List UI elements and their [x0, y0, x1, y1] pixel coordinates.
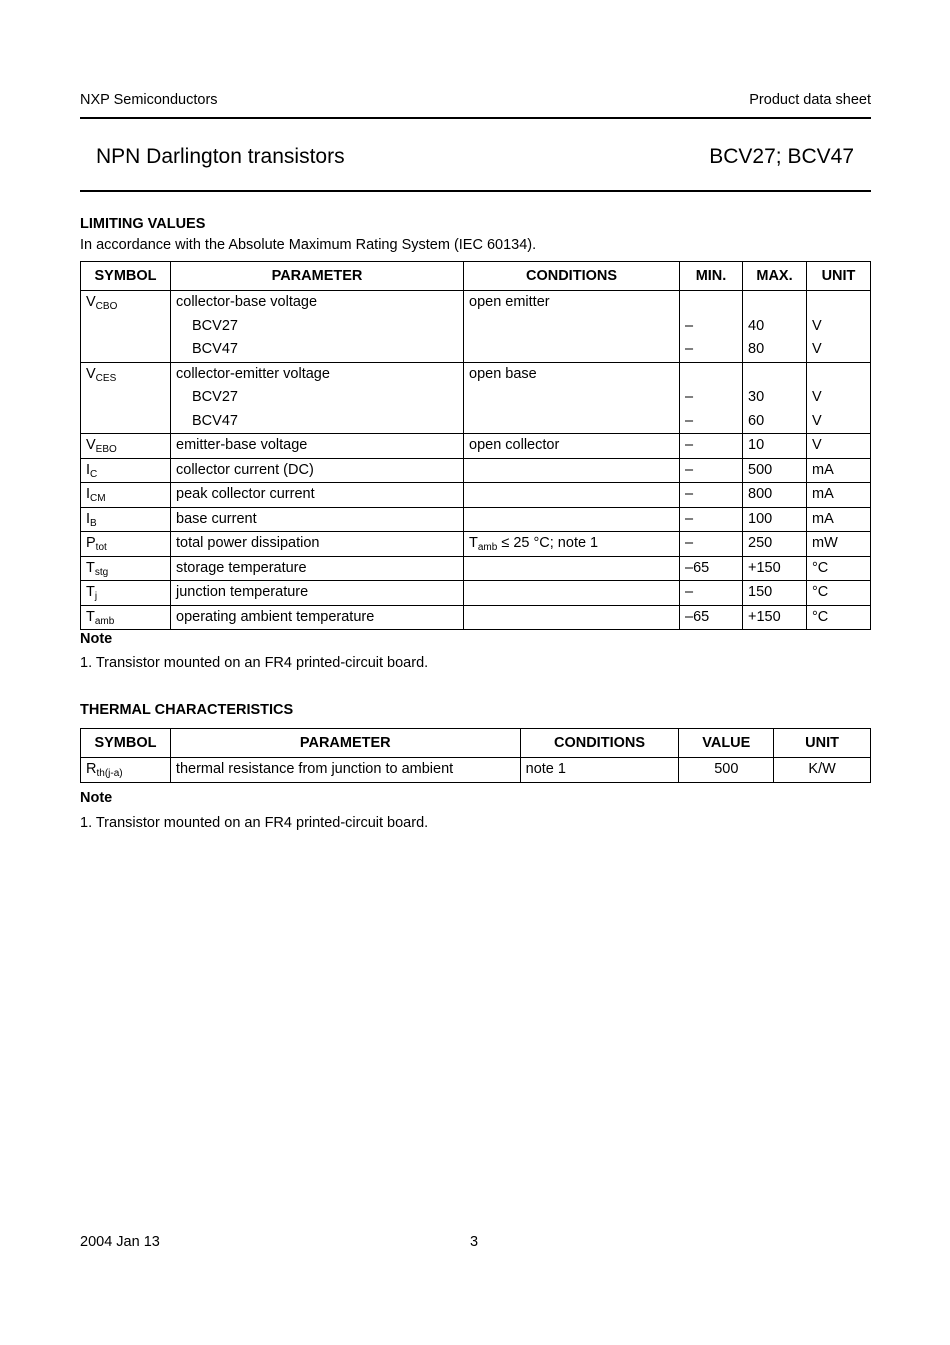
symbol-subscript: CM [90, 493, 106, 504]
min-cell [680, 532, 743, 557]
parameter-value: BCV47 [192, 412, 238, 429]
max-value: 500 [748, 461, 773, 478]
max-value: 40 [748, 317, 765, 334]
conditions-subscript: amb [477, 542, 498, 553]
symbol-main: I [86, 510, 91, 527]
max-cell [743, 556, 807, 581]
limiting-values-heading: LIMITING VALUES [80, 216, 206, 232]
max-value [748, 363, 801, 387]
conditions-value [469, 532, 674, 556]
document-title: NPN Darlington transistors [96, 145, 345, 168]
table-row [81, 758, 871, 783]
column-header-value: VALUE [679, 729, 774, 758]
parameter-value: collector-base voltage [176, 294, 318, 310]
unit-cell [807, 507, 871, 532]
parameter-value: junction temperature [176, 584, 309, 600]
parameter-cell [171, 291, 464, 363]
conditions-text: ≤ 25 °C; note 1 [497, 535, 599, 551]
conditions-cell [464, 458, 680, 483]
min-value: – [685, 437, 694, 453]
conditions-cell [464, 581, 680, 606]
parameter-cell [171, 581, 464, 606]
conditions-value: open base [469, 365, 537, 382]
symbol-subscript: tot [95, 542, 107, 553]
unit-value: V [812, 412, 822, 429]
symbol [86, 363, 165, 387]
limiting-note-heading: Note [80, 631, 113, 647]
max-cell [743, 605, 807, 630]
part-number: BCV27; BCV47 [709, 145, 854, 168]
symbol-cell [81, 532, 171, 557]
unit-cell [807, 362, 871, 434]
max-value [748, 291, 801, 315]
conditions-value [469, 386, 674, 410]
min-cell [680, 291, 743, 363]
max-cell [743, 532, 807, 557]
max-cell [743, 291, 807, 363]
max-value: +150 [748, 559, 781, 576]
unit-value: V [812, 389, 822, 405]
header-rule [80, 117, 871, 119]
table-row [81, 507, 871, 532]
column-header-conditions: CONDITIONS [464, 262, 680, 291]
cond-cell [520, 758, 679, 783]
parameter-value: emitter-base voltage [176, 437, 308, 453]
symbol-subscript: CES [95, 372, 117, 384]
unit-value: mW [812, 535, 838, 551]
conditions-value: open emitter [469, 294, 550, 310]
min-value: – [685, 412, 694, 429]
symbol-main: V [86, 365, 96, 382]
symbol-main: R [86, 761, 97, 777]
conditions-value [469, 581, 674, 605]
symbol [86, 532, 165, 556]
table-row [81, 362, 871, 434]
symbol-main: T [86, 559, 95, 576]
unit-cell [774, 758, 871, 783]
conditions-value [469, 557, 674, 581]
min-cell [680, 605, 743, 630]
symbol-cell [81, 458, 171, 483]
limiting-values-table [80, 261, 871, 630]
symbol-main: V [86, 294, 96, 310]
min-value: –65 [685, 608, 710, 625]
symbol [86, 508, 165, 532]
max-value: 800 [748, 486, 773, 502]
parameter-value: operating ambient temperature [176, 608, 375, 625]
symbol-cell [81, 434, 171, 459]
unit-cell [807, 605, 871, 630]
thermal-note: 1. Transistor mounted on an FR4 printed-circuit board. [80, 815, 429, 831]
symbol-cell [81, 362, 171, 434]
symbol-cell [81, 556, 171, 581]
unit-value: V [812, 317, 822, 334]
max-cell [743, 458, 807, 483]
min-value: – [685, 486, 694, 502]
column-header-unit: UNIT [774, 729, 871, 758]
max-value: 30 [748, 389, 765, 405]
conditions-cell [464, 434, 680, 459]
symbol [86, 557, 165, 581]
unit-value: K/W [808, 761, 836, 777]
unit-value: °C [812, 608, 829, 625]
conditions-cell [464, 556, 680, 581]
min-cell [680, 507, 743, 532]
max-value: 10 [748, 437, 765, 453]
parameter-cell [171, 605, 464, 630]
conditions-value [469, 315, 674, 339]
column-header-unit: UNIT [807, 262, 871, 291]
thermal-heading: THERMAL CHARACTERISTICS [80, 702, 294, 718]
unit-value: mA [812, 510, 834, 527]
parameter-value: peak collector current [176, 486, 315, 502]
conditions-cell [464, 483, 680, 508]
symbol-main: I [86, 461, 91, 478]
conditions-cell [464, 507, 680, 532]
symbol-subscript: B [90, 517, 97, 529]
symbol-subscript: j [94, 591, 98, 602]
symbol [86, 434, 165, 458]
unit-value: mA [812, 486, 834, 502]
min-cell [680, 556, 743, 581]
symbol-main: I [86, 486, 91, 502]
footer-date: 2004 Jan 13 [80, 1234, 160, 1250]
conditions-cell [464, 532, 680, 557]
max-value: +150 [748, 608, 781, 625]
table-row [81, 434, 871, 459]
limiting-note: 1. Transistor mounted on an FR4 printed-circuit board. [80, 655, 429, 671]
parameter-value: BCV27 [192, 317, 238, 334]
column-header-max: MAX. [743, 262, 807, 291]
limiting-values-intro: In accordance with the Absolute Maximum Rating System (IEC 60134). [80, 237, 537, 253]
symbol-main: P [86, 535, 96, 551]
conditions-value [469, 338, 674, 362]
table-row [81, 291, 871, 363]
param-cell [170, 758, 520, 783]
column-header-symbol: SYMBOL [81, 262, 171, 291]
unit-cell [807, 581, 871, 606]
symbol-main: V [86, 437, 96, 453]
symbol-subscript: stg [94, 566, 109, 578]
column-header-symbol: SYMBOL [81, 729, 171, 758]
unit-cell [807, 556, 871, 581]
max-cell [743, 581, 807, 606]
company-name: NXP Semiconductors [80, 92, 218, 108]
symbol-subscript: EBO [95, 444, 117, 455]
symbol-subscript: CBO [95, 301, 118, 312]
min-value [685, 291, 737, 315]
conditions-cell [464, 605, 680, 630]
symbol-cell [81, 581, 171, 606]
max-value: 80 [748, 341, 765, 357]
parameter-value: collector-emitter voltage [176, 365, 330, 382]
parameter-cell [171, 532, 464, 557]
min-cell [680, 581, 743, 606]
symbol-main: T [86, 584, 95, 600]
column-header-conditions: CONDITIONS [520, 729, 679, 758]
min-value: – [685, 317, 694, 334]
table-row [81, 483, 871, 508]
min-value: – [685, 341, 694, 357]
symbol-cell [81, 483, 171, 508]
min-value: – [685, 461, 694, 478]
symbol-cell [81, 291, 171, 363]
unit-value: V [812, 341, 822, 357]
table-row [81, 532, 871, 557]
parameter-value: BCV47 [192, 341, 238, 357]
value-value: 500 [714, 761, 739, 777]
symbol [86, 606, 165, 630]
parameter-value: storage temperature [176, 559, 307, 576]
min-value [685, 363, 737, 387]
max-cell [743, 507, 807, 532]
parameter-value: total power dissipation [176, 535, 320, 551]
max-value: 150 [748, 584, 773, 600]
max-value: 100 [748, 510, 773, 527]
unit-cell [807, 483, 871, 508]
conditions-cell [464, 362, 680, 434]
parameter-cell [171, 458, 464, 483]
max-cell [743, 362, 807, 434]
symbol-subscript: amb [94, 615, 115, 627]
parameter-value: collector current (DC) [176, 461, 314, 478]
conditions-value [469, 606, 674, 630]
min-value: – [685, 510, 694, 527]
table-row [81, 605, 871, 630]
parameter-cell [171, 556, 464, 581]
max-cell [743, 434, 807, 459]
symbol-cell [81, 758, 171, 783]
min-value: – [685, 584, 694, 600]
unit-cell [807, 291, 871, 363]
min-cell [680, 362, 743, 434]
symbol [86, 291, 165, 315]
symbol [86, 581, 165, 605]
conditions-value [469, 483, 674, 507]
parameter-cell [171, 362, 464, 434]
thermal-note-heading: Note [80, 790, 113, 806]
min-cell [680, 483, 743, 508]
column-header-min: MIN. [680, 262, 743, 291]
conditions-value [469, 410, 674, 434]
max-value: 60 [748, 412, 765, 429]
min-value: – [685, 535, 694, 551]
table-row [81, 556, 871, 581]
symbol-subscript: C [90, 468, 98, 480]
value-cell [679, 758, 774, 783]
unit-value: °C [812, 584, 829, 600]
parameter-value: BCV27 [192, 389, 238, 405]
min-cell [680, 434, 743, 459]
unit-cell [807, 458, 871, 483]
symbol-subscript: th(j-a) [96, 768, 123, 779]
title-rule [80, 190, 871, 192]
unit-cell [807, 434, 871, 459]
unit-value: °C [812, 559, 829, 576]
parameter-cell [171, 434, 464, 459]
column-header-parameter: PARAMETER [171, 262, 464, 291]
column-header-parameter: PARAMETER [170, 729, 520, 758]
conditions-value: open collector [469, 437, 560, 453]
page-number: 3 [470, 1234, 479, 1250]
symbol-cell [81, 605, 171, 630]
symbol-main: T [86, 608, 95, 625]
symbol-cell [81, 507, 171, 532]
unit-value: mA [812, 461, 834, 478]
unit-value: V [812, 437, 822, 453]
symbol [86, 483, 165, 507]
param-value: thermal resistance from junction to ambient [175, 761, 454, 777]
conditions-cell [464, 291, 680, 363]
unit-value [812, 363, 865, 387]
conditions-symbol: T [469, 535, 478, 551]
cond-value: note 1 [525, 761, 566, 777]
unit-value [812, 291, 865, 315]
document-type: Product data sheet [749, 92, 871, 108]
symbol [86, 758, 165, 782]
conditions-value [469, 459, 674, 483]
max-cell [743, 483, 807, 508]
min-value: – [685, 389, 694, 405]
unit-cell [807, 532, 871, 557]
parameter-value: base current [176, 510, 257, 527]
parameter-cell [171, 483, 464, 508]
conditions-value [469, 508, 674, 532]
min-value: –65 [685, 559, 710, 576]
parameter-cell [171, 507, 464, 532]
table-row [81, 581, 871, 606]
table-row [81, 458, 871, 483]
thermal-table [80, 728, 871, 783]
max-value: 250 [748, 535, 773, 551]
min-cell [680, 458, 743, 483]
symbol [86, 459, 165, 483]
